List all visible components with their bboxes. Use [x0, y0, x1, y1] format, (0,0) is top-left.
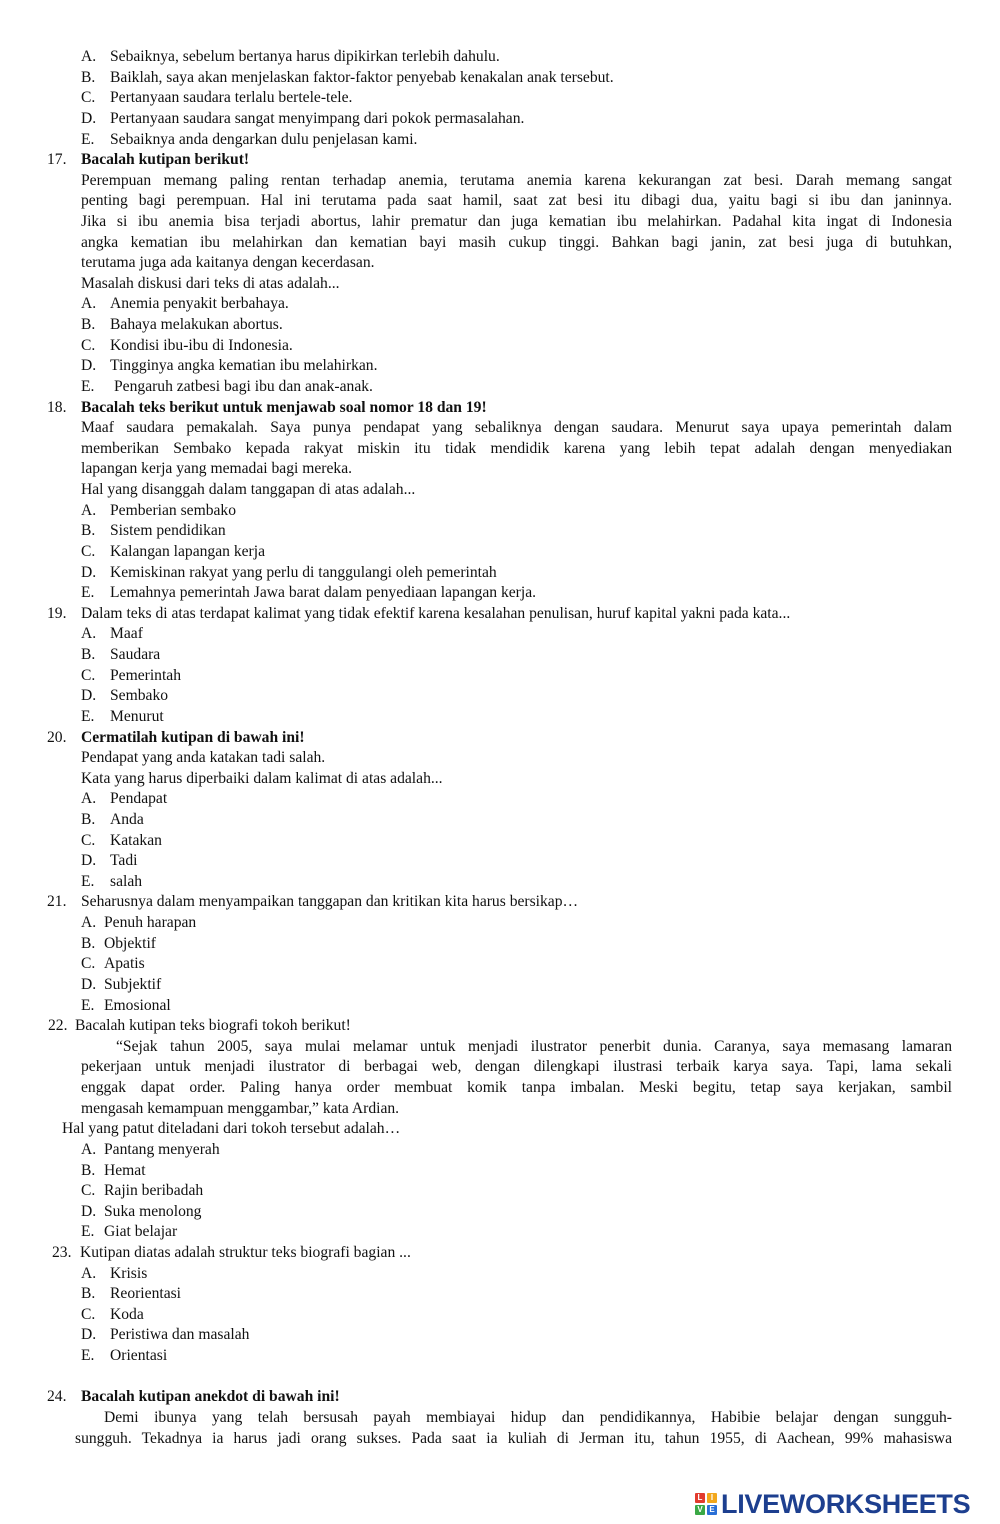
option-letter: A.	[81, 295, 97, 313]
question-text: Bacalah teks berikut untuk menjawab soal nomor 18 dan 19!	[81, 398, 487, 416]
option-text: Sebaiknya, sebelum bertanya harus dipikirkan terlebih dahulu.	[110, 48, 500, 65]
option-text: Anda	[110, 810, 144, 828]
option-text: Sebaiknya anda dengarkan dulu penjelasan kami.	[110, 130, 418, 148]
question-number: 20.	[47, 728, 67, 746]
question-number: 18.	[47, 398, 67, 416]
option-text: Kalangan lapangan kerja	[110, 542, 265, 560]
option-text: Menurut	[110, 707, 164, 725]
option-text: Pemberian sembako	[110, 501, 237, 519]
option-letter: E.	[81, 584, 95, 602]
option-letter: E.	[81, 1223, 95, 1241]
option-text: Bahaya melakukan abortus.	[110, 316, 283, 334]
option-letter: B.	[81, 1285, 96, 1303]
option-letter: A.	[81, 48, 97, 65]
option-letter: E.	[81, 872, 95, 890]
option-text: Subjektif	[104, 975, 162, 993]
option-letter: C.	[81, 831, 96, 849]
paragraph-line: memberikan Sembako kepada rakyat miskin itu tidak mendidik karena yang lebih tepat adalah dengan menyediakan	[81, 439, 952, 457]
option-text: Kemiskinan rakyat yang perlu di tanggulangi oleh pemerintah	[110, 563, 497, 581]
option-text: Rajin beribadah	[104, 1182, 204, 1200]
option-text: Tingginya angka kematian ibu melahirkan.	[110, 357, 378, 375]
paragraph-line: Jika si ibu anemia bisa terjadi abortus, lahir prematur dan juga kematian ibu melahirkan. Padahal kita ingat di Indonesia	[81, 213, 952, 230]
option-text: Krisis	[110, 1264, 148, 1282]
paragraph-line: Perempuan memang paling rentan terhadap anemia, terutama anemia karena kekurangan zat besi. Darah memang sangat	[81, 171, 952, 189]
option-letter: A.	[81, 914, 97, 931]
liveworksheets-logo	[695, 1488, 970, 1520]
paragraph-line: Hal yang disanggah dalam tanggapan di atas adalah...	[81, 481, 416, 498]
option-text: Baiklah, saya akan menjelaskan faktor-faktor penyebab kenakalan anak tersebut.	[110, 68, 614, 86]
paragraph-line: Kata yang harus diperbaiki dalam kalimat di atas adalah...	[81, 769, 443, 787]
question-text: Bacalah kutipan berikut!	[81, 151, 250, 169]
paragraph-line: lapangan kerja yang memadai bagi mereka.	[81, 460, 353, 478]
option-text: Pengaruh zatbesi bagi ibu dan anak-anak.	[114, 377, 373, 395]
option-letter: D.	[81, 687, 97, 705]
question-text: Bacalah kutipan anekdot di bawah ini!	[81, 1388, 340, 1406]
option-letter: E.	[81, 377, 95, 395]
paragraph-line: “Sejak tahun 2005, saya mulai melamar untuk menjadi ilustrator penerbit dunia. Caranya, saya memasang lamaran	[116, 1037, 952, 1055]
option-letter: B.	[81, 934, 96, 952]
question-text: Cermatilah kutipan di bawah ini!	[81, 728, 305, 746]
option-text: Peristiwa dan masalah	[110, 1326, 250, 1344]
option-text: Pemerintah	[110, 666, 182, 684]
option-letter: B.	[81, 810, 96, 828]
option-letter: C.	[81, 955, 96, 973]
option-letter: C.	[81, 1182, 96, 1200]
option-letter: E.	[81, 707, 95, 725]
option-letter: B.	[81, 1161, 96, 1179]
option-text: Pantang menyerah	[104, 1140, 220, 1158]
question-number: 22.	[48, 1017, 68, 1035]
paragraph-line: angka kematian ibu melahirkan dan kematian bayi masih cukup tinggi. Bahkan bagi janin, zat besi juga di butuhkan,	[81, 233, 952, 251]
option-letter: B.	[81, 68, 96, 86]
option-letter: C.	[81, 89, 96, 107]
option-letter: E.	[81, 130, 95, 148]
option-text: Penuh harapan	[104, 914, 197, 931]
liveworksheets-mark-icon: L I V E	[695, 1493, 717, 1515]
question-text: Bacalah kutipan teks biografi tokoh berikut!	[75, 1017, 351, 1035]
paragraph-line: Demi ibunya yang telah bersusah payah membiayai hidup dan pendidikannya, Habibie belajar dengan sungguh-	[104, 1408, 952, 1426]
option-text: Lemahnya pemerintah Jawa barat dalam penyediaan lapangan kerja.	[110, 584, 537, 602]
option-letter: C.	[81, 336, 96, 354]
option-letter: A.	[81, 790, 97, 808]
paragraph-line: pekerjaan untuk menjadi ilustrator di berbagai web, dengan dilengkapi ilustrasi terbaik karya saya. Tapi, lama sekali	[81, 1058, 952, 1076]
option-text: Suka menolong	[104, 1202, 202, 1220]
question-number: 23.	[52, 1244, 72, 1261]
paragraph-line: terutama juga ada kaitanya dengan kecerdasan.	[81, 254, 375, 272]
paragraph-line: Pendapat yang anda katakan tadi salah.	[81, 749, 326, 767]
question-text: Seharusnya dalam menyampaikan tanggapan dan kritikan kita harus bersikap…	[81, 893, 579, 911]
option-letter: D.	[81, 1326, 97, 1344]
option-text: Tadi	[110, 852, 138, 870]
option-text: Saudara	[110, 646, 161, 663]
option-letter: D.	[81, 1202, 97, 1220]
option-letter: C.	[81, 1305, 96, 1323]
option-text: Emosional	[104, 996, 171, 1014]
option-text: Katakan	[110, 831, 162, 849]
paragraph-line: mengasah kemampuan menggambar,” kata Ardian.	[81, 1099, 400, 1117]
question-number: 19.	[47, 604, 67, 622]
option-letter: C.	[81, 666, 96, 684]
paragraph-line: penting bagi perempuan. Hal ini terutama pada saat hamil, saat zat besi itu dibagi dua, yaitu bagi si ibu dan janinnya.	[81, 192, 952, 210]
option-letter: D.	[81, 563, 97, 581]
question-text: Dalam teks di atas terdapat kalimat yang tidak efektif karena kesalahan penulisan, huruf kapital yakni pada kata...	[81, 604, 791, 622]
paragraph-line: Hal yang patut diteladani dari tokoh tersebut adalah…	[62, 1120, 401, 1138]
liveworksheets-wordmark: LIVEWORKSHEETS	[721, 1488, 971, 1519]
option-letter: B.	[81, 522, 96, 540]
paragraph-line: Maaf saudara pemakalah. Saya punya pendapat yang sebaliknya dengan saudara. Menurut saya upaya pemerintah dalam	[81, 419, 952, 437]
option-text: Apatis	[104, 955, 145, 973]
question-number: 17.	[47, 151, 67, 169]
option-letter: C.	[81, 542, 96, 560]
option-text: salah	[110, 872, 143, 890]
option-text: Objektif	[104, 934, 156, 952]
option-letter: D.	[81, 852, 97, 870]
option-text: Hemat	[104, 1161, 146, 1179]
paragraph-line: enggak dapat order. Paling hanya order membuat komik tanpa imbalan. Meski begitu, tetap saya kerjakan, sambil	[81, 1079, 952, 1096]
option-letter: A.	[81, 1140, 97, 1158]
option-letter: E.	[81, 1347, 95, 1365]
option-letter: D.	[81, 109, 97, 127]
option-text: Anemia penyakit berbahaya.	[110, 295, 289, 313]
option-text: Orientasi	[110, 1347, 168, 1365]
option-text: Kondisi ibu-ibu di Indonesia.	[110, 336, 293, 354]
option-letter: B.	[81, 316, 96, 334]
question-number: 21.	[47, 893, 67, 911]
option-text: Reorientasi	[110, 1285, 182, 1303]
option-text: Sembako	[110, 687, 169, 705]
option-text: Koda	[110, 1305, 144, 1323]
question-number: 24.	[47, 1388, 67, 1406]
option-letter: A.	[81, 1264, 97, 1282]
option-text: Giat belajar	[104, 1223, 178, 1241]
option-letter: A.	[81, 625, 97, 643]
option-text: Sistem pendidikan	[110, 522, 226, 540]
option-letter: D.	[81, 357, 97, 375]
paragraph-line: Masalah diskusi dari teks di atas adalah...	[81, 274, 340, 292]
option-text: Pertanyaan saudara sangat menyimpang dari pokok permasalahan.	[110, 109, 525, 127]
option-letter: A.	[81, 501, 97, 519]
option-text: Pertanyaan saudara terlalu bertele-tele.	[110, 89, 353, 107]
option-letter: E.	[81, 996, 95, 1014]
question-text: Kutipan diatas adalah struktur teks biografi bagian ...	[80, 1244, 411, 1261]
option-letter: D.	[81, 975, 97, 993]
option-text: Maaf	[110, 625, 143, 643]
paragraph-line: sungguh. Tekadnya ia harus jadi orang sukses. Pada saat ia kuliah di Jerman itu, tahun 1955, di Aachean, 99% mahasiswa	[75, 1429, 952, 1447]
option-text: Pendapat	[110, 790, 168, 808]
option-letter: B.	[81, 646, 96, 663]
